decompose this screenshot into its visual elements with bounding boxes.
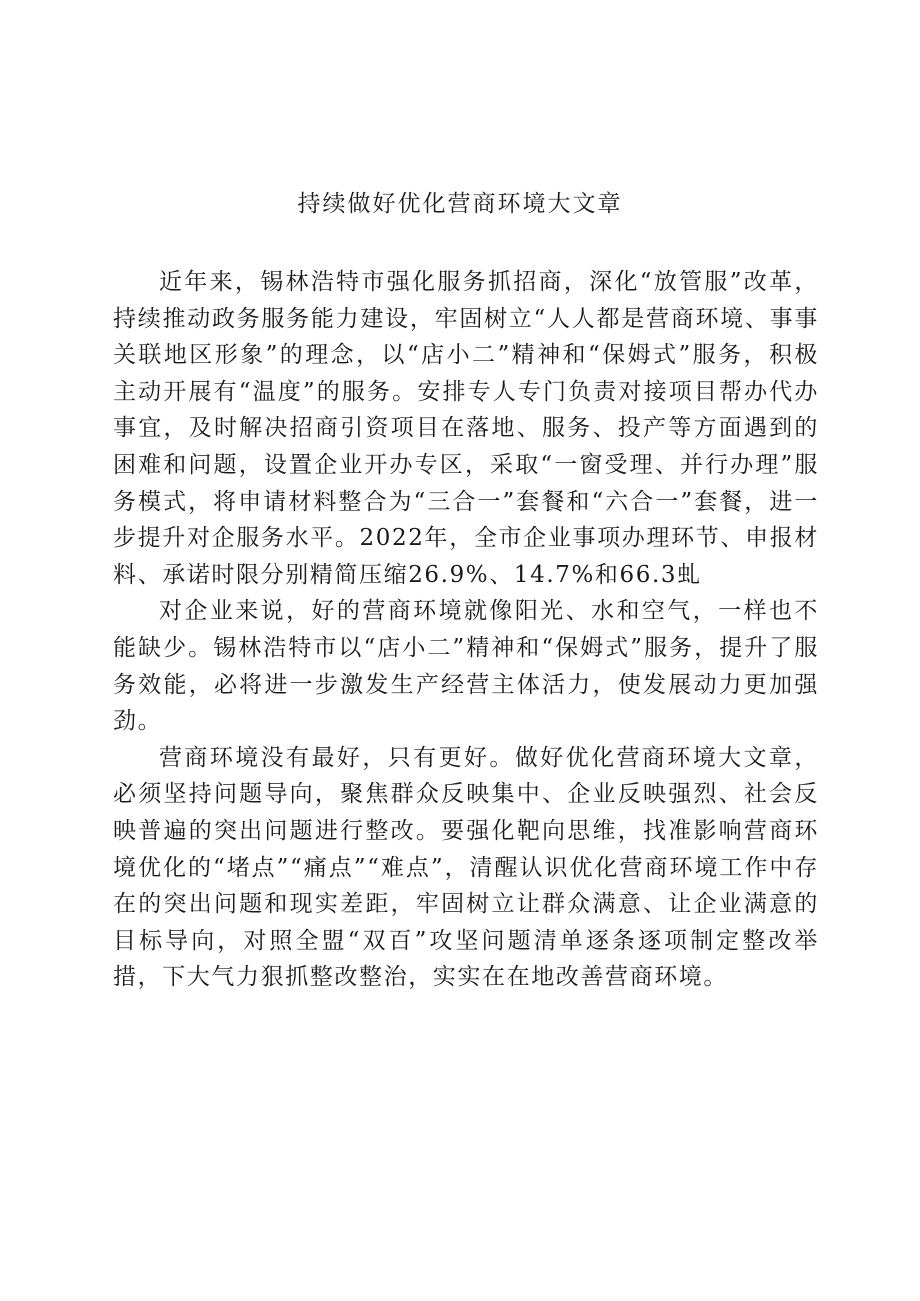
paragraph-2: 对企业来说，好的营商环境就像阳光、水和空气，一样也不能缺少。锡林浩特市以“店小二”精神和“保姆式”服务，提升了服务效能，必将进一步激发生产经营主体活力，使发展动力更加强劲。 (113, 598, 819, 735)
paragraph-3: 营商环境没有最好，只有更好。做好优化营商环境大文章，必须坚持问题导向，聚焦群众反映集中、企业反映强烈、社会反映普遍的突出问题进行整改。要强化靶向思维，找准影响营商环境优化的“堵点”“痛点”“难点”，清醒认识优化营商环境工作中存在的突出问题和现实差距，牢固树立让群众满意、让企业满意的目标导向，对照全盟“双百”攻坚问题清单逐条逐项制定整改举措，下大气力狠抓整改整治，实实在在地改善营商环境。 (113, 744, 819, 991)
paragraph-1: 近年来，锡林浩特市强化服务抓招商，深化“放管服”改革，持续推动政务服务能力建设，牢固树立“人人都是营商环境、事事关联地区形象”的理念，以“店小二”精神和“保姆式”服务，积极主动开展有“温度”的服务。安排专人专门负责对接项目帮办代办事宜，及时解决招商引资项目在落地、服务、投产等方面遇到的困难和问题，设置企业开办专区，采取“一窗受理、并行办理”服务模式，将申请材料整合为“三合一”套餐和“六合一”套餐，进一步提升对企服务水平。2022年，全市企业事项办理环节、申报材料、承诺时限分别精简压缩26.9%、14.7%和66.3虬 (113, 269, 819, 588)
document-title: 持续做好优化营商环境大文章 (297, 191, 623, 217)
document-body (113, 264, 819, 996)
